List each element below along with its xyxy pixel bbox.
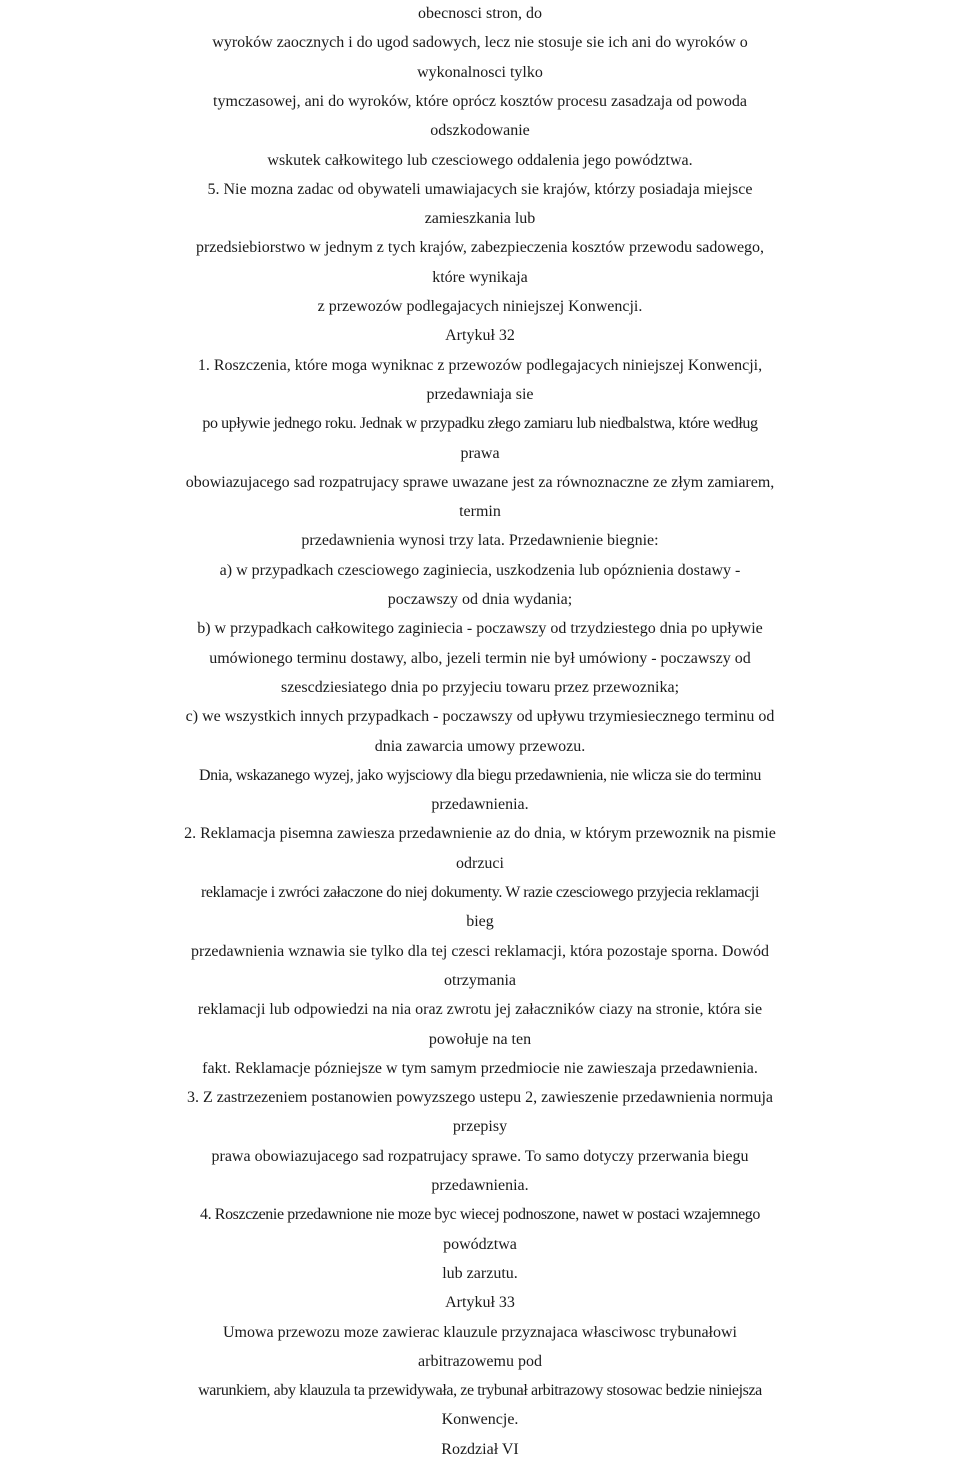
- text-line: c) we wszystkich innych przypadkach - poczawszy od upływu trzymiesiecznego terminu od: [185, 708, 775, 726]
- text-line: przedsiebiorstwo w jednym z tych krajów, zabezpieczenia kosztów przewodu sadowego,: [195, 239, 765, 257]
- text-line: Dnia, wskazanego wyzej, jako wyjsciowy dla biegu przedawnienia, nie wlicza sie do terminu: [199, 766, 761, 784]
- text-line: wykonalnosci tylko: [417, 63, 543, 81]
- text-line: umówionego terminu dostawy, albo, jezeli termin nie był umówiony - poczawszy od: [209, 649, 751, 667]
- text-line: lub zarzutu.: [442, 1264, 518, 1282]
- text-line: reklamacje i zwróci załaczone do niej dokumenty. W razie czesciowego przyjecia reklamacji: [200, 884, 760, 901]
- text-line: prawa: [460, 444, 500, 462]
- text-line: po upływie jednego roku. Jednak w przypadku złego zamiaru lub niedbalstwa, które według: [202, 415, 758, 433]
- text-line: prawa obowiazujacego sad rozpatrujacy sprawe. To samo dotyczy przerwania biegu: [211, 1147, 749, 1165]
- text-line: arbitrazowemu pod: [418, 1352, 542, 1370]
- text-line: Umowa przewozu moze zawierac klauzule przyznajaca własciwosc trybunałowi: [223, 1323, 737, 1341]
- text-line: przedawnienia wynosi trzy lata. Przedawnienie biegnie:: [301, 532, 659, 550]
- text-line: odrzuci: [456, 854, 504, 872]
- text-line: 4. Roszczenie przedawnione nie moze byc wiecej podnoszone, nawet w postaci wzajemnego: [200, 1206, 760, 1224]
- text-line: z przewozów podlegajacych niniejszej Konwencji.: [317, 298, 643, 315]
- text-line: wskutek całkowitego lub czesciowego oddalenia jego powództwa.: [267, 151, 693, 169]
- text-line: przedawnienia wznawia sie tylko dla tej czesci reklamacji, która pozostaje sporna. Dowód: [191, 942, 769, 960]
- text-line: obecnosci stron, do: [418, 5, 542, 22]
- text-line: Artykuł 33: [445, 1294, 515, 1312]
- text-line: odszkodowanie: [430, 122, 530, 140]
- text-line: bieg: [466, 913, 494, 931]
- text-line: 2. Reklamacja pisemna zawiesza przedawnienie az do dnia, w którym przewoznik na pismie: [184, 825, 776, 843]
- text-line: które wynikaja: [432, 268, 528, 286]
- text-line: obowiazujacego sad rozpatrujacy sprawe uwazane jest za równoznaczne ze złym zamiarem,: [185, 473, 775, 491]
- text-line: przepisy: [452, 1118, 508, 1136]
- text-line: przedawnienia.: [431, 1177, 529, 1194]
- text-line: tymczasowej, ani do wyroków, które oprócz kosztów procesu zasadzaja od powoda: [213, 92, 747, 110]
- text-line: Artykuł 32: [445, 327, 515, 345]
- text-line: 1. Roszczenia, które moga wyniknac z przewozów podlegajacych niniejszej Konwencji,: [197, 356, 763, 374]
- text-line: przedawniaja sie: [426, 385, 534, 403]
- text-line: termin: [459, 503, 501, 521]
- text-line: fakt. Reklamacje pózniejsze w tym samym przedmiocie nie zawieszaja przedawnienia.: [202, 1059, 758, 1077]
- text-line: zamieszkania lub: [424, 210, 536, 228]
- text-line: wyroków zaocznych i do ugod sadowych, lecz nie stosuje sie ich ani do wyroków o: [212, 34, 748, 52]
- text-line: warunkiem, aby klauzula ta przewidywała, ze trybunał arbitrazowy stosowac bedzie niniejsza: [198, 1382, 762, 1400]
- text-line: otrzymania: [444, 971, 516, 989]
- text-line: Konwencje.: [441, 1411, 519, 1429]
- text-line: 5. Nie mozna zadac od obywateli umawiajacych sie krajów, którzy posiadaja miejsce: [207, 180, 753, 198]
- text-line: a) w przypadkach czesciowego zaginiecia, uszkodzenia lub opóznienia dostawy -: [219, 561, 741, 579]
- text-line: dnia zawarcia umowy przewozu.: [374, 737, 586, 755]
- text-line: reklamacji lub odpowiedzi na nia oraz zwrotu jej załaczników ciazy na stronie, która sie: [197, 1001, 763, 1019]
- text-line: b) w przypadkach całkowitego zaginiecia - poczawszy od trzydziestego dnia po upływie: [197, 620, 763, 638]
- text-line: powołuje na ten: [428, 1030, 532, 1048]
- text-line: poczawszy od dnia wydania;: [387, 591, 573, 608]
- text-line: szescdziesiatego dnia po przyjeciu towaru przez przewoznika;: [280, 678, 680, 696]
- text-line: Rozdział VI: [441, 1440, 519, 1458]
- text-line: powództwa: [443, 1235, 517, 1253]
- text-line: 3. Z zastrzezeniem postanowien powyzszego ustepu 2, zawieszenie przedawnienia normuja: [187, 1089, 773, 1107]
- text-line: przedawnienia.: [431, 796, 529, 814]
